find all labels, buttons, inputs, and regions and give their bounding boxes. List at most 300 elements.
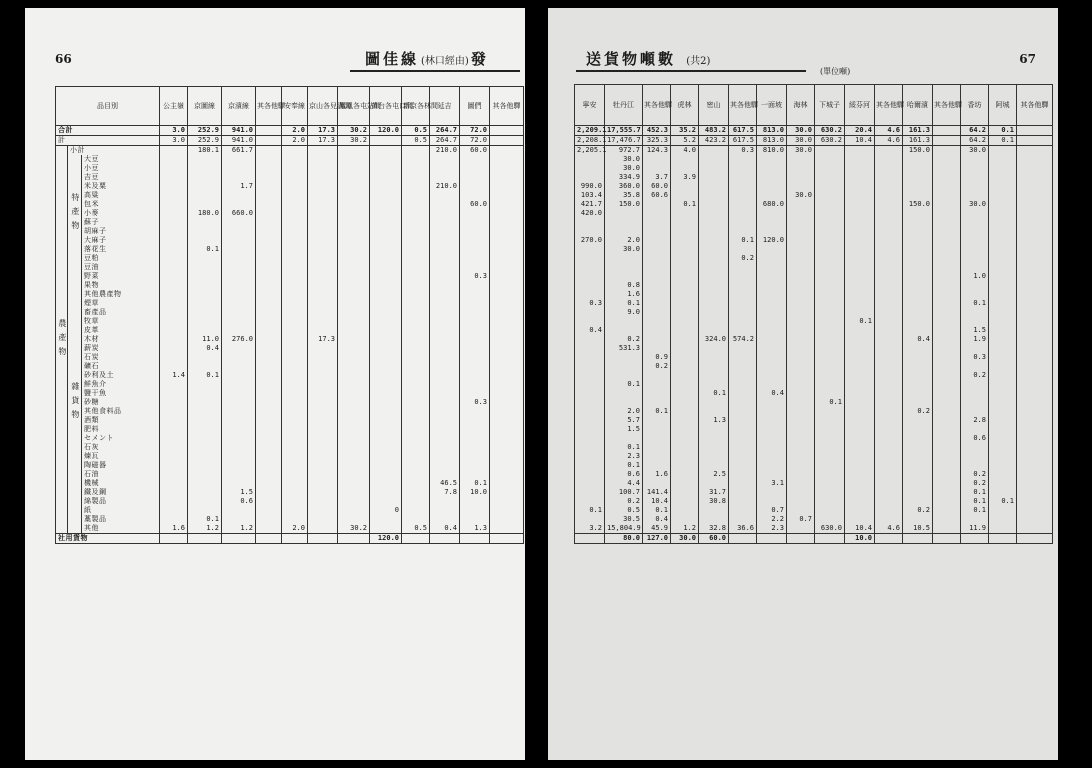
data-cell: 324.0 xyxy=(699,335,729,344)
data-cell xyxy=(308,371,338,380)
data-cell xyxy=(160,515,188,524)
data-cell: 0 xyxy=(370,506,402,515)
data-cell xyxy=(643,236,671,245)
data-cell xyxy=(308,263,338,272)
data-cell xyxy=(787,245,815,254)
table-row xyxy=(575,452,1053,461)
data-cell xyxy=(256,398,282,407)
data-cell xyxy=(430,236,460,245)
data-cell xyxy=(308,182,338,191)
table-row xyxy=(56,416,524,425)
row-label: 大麻子 xyxy=(82,236,160,245)
table-row xyxy=(575,299,1053,308)
data-cell xyxy=(430,299,460,308)
data-cell xyxy=(815,515,845,524)
data-cell xyxy=(875,443,903,452)
data-cell xyxy=(933,308,961,317)
data-cell xyxy=(933,173,961,182)
data-cell xyxy=(282,515,308,524)
data-cell xyxy=(430,281,460,290)
data-cell xyxy=(256,407,282,416)
data-cell xyxy=(903,344,933,353)
data-cell xyxy=(160,317,188,326)
data-cell xyxy=(875,407,903,416)
data-cell xyxy=(787,524,815,534)
data-cell xyxy=(222,425,256,434)
data-cell xyxy=(1017,506,1053,515)
data-cell xyxy=(757,398,787,407)
data-cell xyxy=(338,317,370,326)
data-cell xyxy=(989,173,1017,182)
data-cell xyxy=(460,416,490,425)
data-cell: 3.0 xyxy=(160,126,188,136)
data-cell xyxy=(989,164,1017,173)
data-cell xyxy=(787,434,815,443)
table-row xyxy=(575,479,1053,488)
data-cell xyxy=(989,299,1017,308)
data-cell: 2.0 xyxy=(605,236,643,245)
data-cell xyxy=(370,344,402,353)
data-cell xyxy=(282,362,308,371)
data-cell xyxy=(757,434,787,443)
data-cell: 4.4 xyxy=(605,479,643,488)
data-cell xyxy=(282,389,308,398)
table-row xyxy=(575,407,1053,416)
data-cell xyxy=(815,371,845,380)
data-cell xyxy=(815,497,845,506)
column-header: 其各他驛 xyxy=(933,85,961,126)
data-cell xyxy=(430,407,460,416)
data-cell xyxy=(256,335,282,344)
data-cell xyxy=(815,155,845,164)
data-cell xyxy=(308,308,338,317)
row-label: 畜產品 xyxy=(82,308,160,317)
data-cell xyxy=(729,362,757,371)
data-cell xyxy=(308,470,338,479)
data-cell xyxy=(989,200,1017,209)
data-cell xyxy=(933,416,961,425)
data-cell: 30.5 xyxy=(605,515,643,524)
data-cell xyxy=(308,488,338,497)
column-header: 其各他驛 xyxy=(1017,85,1053,126)
data-cell xyxy=(1017,425,1053,434)
data-cell xyxy=(222,281,256,290)
data-cell xyxy=(845,263,875,272)
data-cell xyxy=(1017,236,1053,245)
data-cell xyxy=(933,534,961,544)
column-header: 海林 xyxy=(787,85,815,126)
data-cell xyxy=(282,416,308,425)
data-cell xyxy=(961,380,989,389)
data-cell: 617.5 xyxy=(729,126,757,136)
data-cell xyxy=(671,488,699,497)
data-cell xyxy=(402,146,430,156)
data-cell xyxy=(222,200,256,209)
data-cell xyxy=(430,434,460,443)
data-cell xyxy=(338,497,370,506)
data-cell xyxy=(460,218,490,227)
data-cell xyxy=(430,362,460,371)
data-cell xyxy=(699,200,729,209)
data-cell xyxy=(815,254,845,263)
data-cell xyxy=(845,515,875,524)
data-cell xyxy=(402,200,430,209)
data-cell xyxy=(1017,524,1053,534)
data-cell xyxy=(903,191,933,200)
data-cell xyxy=(903,461,933,470)
data-cell xyxy=(160,479,188,488)
data-cell: 1.2 xyxy=(671,524,699,534)
data-cell xyxy=(699,155,729,164)
data-cell xyxy=(671,209,699,218)
data-cell xyxy=(490,182,524,191)
data-cell xyxy=(961,425,989,434)
data-cell xyxy=(160,416,188,425)
data-cell: 2.3 xyxy=(757,524,787,534)
data-cell xyxy=(671,155,699,164)
data-cell xyxy=(671,506,699,515)
data-cell: 0.1 xyxy=(643,407,671,416)
data-cell xyxy=(815,479,845,488)
data-cell xyxy=(338,308,370,317)
table-row xyxy=(56,434,524,443)
data-cell xyxy=(370,146,402,156)
data-cell: 0.1 xyxy=(961,488,989,497)
data-cell xyxy=(308,524,338,534)
data-cell xyxy=(575,290,605,299)
data-cell xyxy=(490,200,524,209)
data-cell xyxy=(338,344,370,353)
data-cell xyxy=(460,263,490,272)
data-cell xyxy=(989,254,1017,263)
data-cell xyxy=(903,263,933,272)
data-cell xyxy=(160,362,188,371)
row-label: 米及粟 xyxy=(82,182,160,191)
data-cell xyxy=(188,389,222,398)
data-cell xyxy=(575,227,605,236)
data-cell xyxy=(338,389,370,398)
data-cell xyxy=(875,200,903,209)
data-cell: 103.4 xyxy=(575,191,605,200)
data-cell xyxy=(845,290,875,299)
data-cell xyxy=(875,389,903,398)
data-cell xyxy=(430,191,460,200)
data-cell xyxy=(160,308,188,317)
data-cell xyxy=(370,335,402,344)
data-cell xyxy=(699,425,729,434)
data-cell xyxy=(490,497,524,506)
table-row xyxy=(56,398,524,407)
right-data-table xyxy=(574,84,1053,544)
data-cell xyxy=(282,290,308,299)
data-cell xyxy=(256,290,282,299)
data-cell xyxy=(370,281,402,290)
data-cell xyxy=(308,380,338,389)
data-cell: 1.6 xyxy=(605,290,643,299)
data-cell xyxy=(460,173,490,182)
data-cell xyxy=(575,443,605,452)
row-label: 其他 xyxy=(82,524,160,534)
data-cell xyxy=(1017,461,1053,470)
data-cell xyxy=(757,164,787,173)
data-cell xyxy=(338,272,370,281)
data-cell: 17.3 xyxy=(308,335,338,344)
title-end-left: 發 xyxy=(470,50,489,68)
data-cell xyxy=(460,362,490,371)
data-cell xyxy=(222,317,256,326)
title-rule-left xyxy=(350,70,520,72)
data-cell xyxy=(875,515,903,524)
table-row xyxy=(575,263,1053,272)
data-cell: 420.0 xyxy=(575,209,605,218)
data-cell xyxy=(338,362,370,371)
data-cell xyxy=(1017,326,1053,335)
data-cell xyxy=(490,524,524,534)
data-cell xyxy=(575,317,605,326)
data-cell: 161.3 xyxy=(903,136,933,146)
data-cell: 35.2 xyxy=(671,126,699,136)
data-cell xyxy=(402,407,430,416)
data-cell xyxy=(787,380,815,389)
data-cell xyxy=(989,434,1017,443)
data-cell xyxy=(699,263,729,272)
data-cell xyxy=(845,434,875,443)
data-cell xyxy=(370,515,402,524)
data-cell xyxy=(160,434,188,443)
data-cell xyxy=(282,254,308,263)
data-cell xyxy=(787,335,815,344)
table-row xyxy=(56,155,524,164)
data-cell xyxy=(402,371,430,380)
data-cell xyxy=(460,425,490,434)
data-cell xyxy=(222,218,256,227)
data-cell xyxy=(402,353,430,362)
data-cell xyxy=(575,416,605,425)
data-cell: 531.3 xyxy=(605,344,643,353)
column-header: 綏芬河 xyxy=(845,85,875,126)
data-cell xyxy=(256,425,282,434)
data-cell xyxy=(961,362,989,371)
data-cell xyxy=(1017,155,1053,164)
data-cell xyxy=(430,272,460,281)
data-cell xyxy=(903,371,933,380)
data-cell xyxy=(282,326,308,335)
data-cell xyxy=(402,425,430,434)
data-cell xyxy=(1017,209,1053,218)
data-cell xyxy=(1017,164,1053,173)
data-cell xyxy=(757,173,787,182)
data-cell xyxy=(370,155,402,164)
data-cell xyxy=(338,236,370,245)
table-row xyxy=(56,254,524,263)
data-cell xyxy=(699,299,729,308)
data-cell xyxy=(643,155,671,164)
data-cell: 1.9 xyxy=(961,335,989,344)
data-cell xyxy=(460,534,490,544)
data-cell: 5.2 xyxy=(671,136,699,146)
data-cell xyxy=(256,362,282,371)
data-cell xyxy=(282,344,308,353)
data-cell xyxy=(1017,335,1053,344)
data-cell xyxy=(370,461,402,470)
data-cell xyxy=(308,389,338,398)
data-cell xyxy=(903,443,933,452)
data-cell xyxy=(430,155,460,164)
data-cell: 64.2 xyxy=(961,126,989,136)
data-cell xyxy=(729,371,757,380)
table-row xyxy=(575,254,1053,263)
data-cell xyxy=(729,515,757,524)
data-cell: 1.3 xyxy=(699,416,729,425)
data-cell xyxy=(845,308,875,317)
data-cell xyxy=(875,344,903,353)
data-cell xyxy=(430,534,460,544)
data-cell xyxy=(933,524,961,534)
column-header: 圖們 xyxy=(460,87,490,126)
data-cell xyxy=(787,461,815,470)
data-cell: 11.0 xyxy=(188,335,222,344)
data-cell xyxy=(402,290,430,299)
data-cell xyxy=(188,443,222,452)
data-cell xyxy=(490,272,524,281)
data-cell xyxy=(933,254,961,263)
row-label: 合計 xyxy=(56,126,160,136)
data-cell xyxy=(643,317,671,326)
data-cell xyxy=(933,506,961,515)
table-row xyxy=(56,290,524,299)
data-cell xyxy=(160,353,188,362)
data-cell xyxy=(490,245,524,254)
data-cell: 9.0 xyxy=(605,308,643,317)
data-cell xyxy=(430,461,460,470)
data-cell xyxy=(961,344,989,353)
data-cell: 0.1 xyxy=(605,380,643,389)
data-cell xyxy=(729,425,757,434)
data-cell xyxy=(282,534,308,544)
data-cell xyxy=(282,434,308,443)
data-cell xyxy=(188,299,222,308)
data-cell xyxy=(430,227,460,236)
data-cell xyxy=(845,272,875,281)
data-cell xyxy=(160,299,188,308)
data-cell xyxy=(729,164,757,173)
data-cell: 4.6 xyxy=(875,136,903,146)
data-cell xyxy=(815,317,845,326)
data-cell xyxy=(160,146,188,156)
data-cell xyxy=(933,209,961,218)
table-row xyxy=(56,245,524,254)
table-row xyxy=(575,344,1053,353)
data-cell xyxy=(222,191,256,200)
data-cell xyxy=(787,506,815,515)
data-cell xyxy=(1017,263,1053,272)
data-cell xyxy=(787,227,815,236)
data-cell xyxy=(961,236,989,245)
column-header: 虎林 xyxy=(671,85,699,126)
data-cell xyxy=(757,191,787,200)
data-cell xyxy=(1017,362,1053,371)
data-cell: 990.0 xyxy=(575,182,605,191)
data-cell xyxy=(370,299,402,308)
data-cell xyxy=(575,308,605,317)
data-cell xyxy=(757,371,787,380)
data-cell xyxy=(671,299,699,308)
data-cell xyxy=(989,155,1017,164)
data-cell xyxy=(490,317,524,326)
data-cell xyxy=(787,236,815,245)
data-cell: 0.1 xyxy=(989,136,1017,146)
data-cell xyxy=(757,497,787,506)
data-cell: 36.6 xyxy=(729,524,757,534)
data-cell xyxy=(875,191,903,200)
data-cell xyxy=(699,245,729,254)
data-cell xyxy=(256,497,282,506)
data-cell xyxy=(875,227,903,236)
data-cell xyxy=(729,182,757,191)
data-cell xyxy=(933,136,961,146)
data-cell xyxy=(308,191,338,200)
data-cell xyxy=(875,290,903,299)
data-cell xyxy=(989,218,1017,227)
table-row xyxy=(56,515,524,524)
data-cell xyxy=(160,398,188,407)
data-cell xyxy=(757,344,787,353)
data-cell xyxy=(643,164,671,173)
data-cell xyxy=(370,425,402,434)
left-data-table xyxy=(55,86,524,544)
data-cell xyxy=(933,470,961,479)
data-cell xyxy=(222,398,256,407)
data-cell: 2.0 xyxy=(605,407,643,416)
data-cell: 3.1 xyxy=(757,479,787,488)
data-cell xyxy=(787,254,815,263)
data-cell: 1.4 xyxy=(160,371,188,380)
table-row xyxy=(575,245,1053,254)
data-cell xyxy=(338,407,370,416)
data-cell xyxy=(845,506,875,515)
data-cell xyxy=(1017,380,1053,389)
data-cell xyxy=(605,263,643,272)
data-cell xyxy=(643,218,671,227)
data-cell xyxy=(188,353,222,362)
data-cell xyxy=(815,443,845,452)
data-cell xyxy=(1017,497,1053,506)
data-cell xyxy=(338,425,370,434)
data-cell: 0.1 xyxy=(729,236,757,245)
data-cell xyxy=(729,506,757,515)
table-row xyxy=(56,371,524,380)
data-cell: 17.3 xyxy=(308,136,338,146)
data-cell xyxy=(787,218,815,227)
data-cell: 0.1 xyxy=(699,389,729,398)
data-cell xyxy=(460,380,490,389)
data-cell xyxy=(460,461,490,470)
data-cell xyxy=(490,308,524,317)
data-cell xyxy=(787,263,815,272)
data-cell xyxy=(989,182,1017,191)
data-cell xyxy=(430,416,460,425)
data-cell xyxy=(729,272,757,281)
data-cell xyxy=(282,398,308,407)
data-cell xyxy=(729,407,757,416)
data-cell xyxy=(575,470,605,479)
data-cell xyxy=(757,452,787,461)
data-cell xyxy=(575,407,605,416)
data-cell xyxy=(699,326,729,335)
data-cell: 270.0 xyxy=(575,236,605,245)
data-cell xyxy=(875,308,903,317)
data-cell xyxy=(729,380,757,389)
